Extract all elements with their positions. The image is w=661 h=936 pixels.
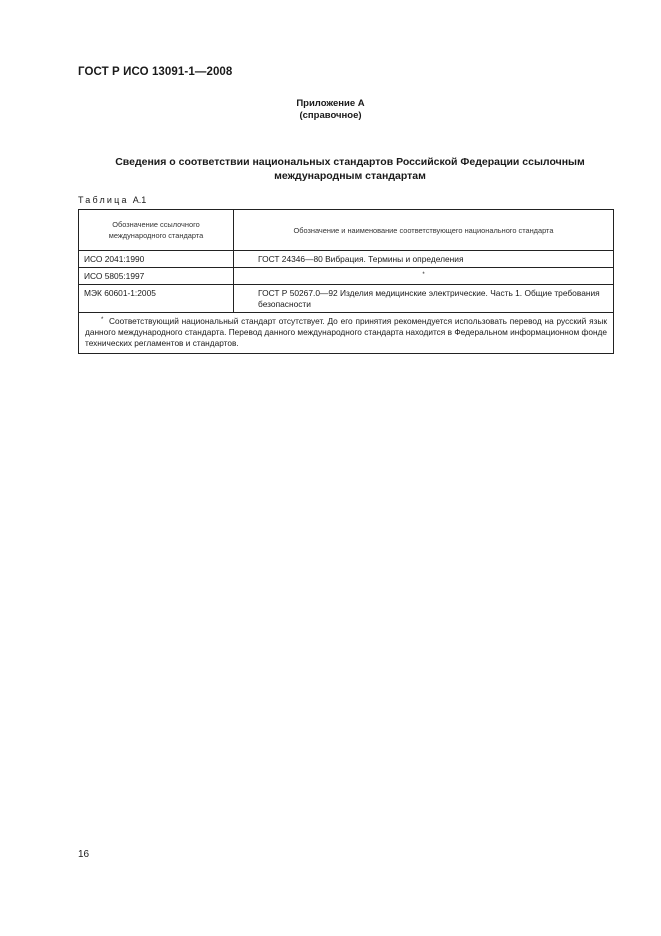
annex-heading	[0, 98, 661, 122]
table-header-row	[79, 210, 614, 251]
correspondence-table	[78, 209, 614, 354]
standard-designation: ГОСТ Р ИСО 13091-1—2008	[78, 66, 233, 78]
table-row	[79, 285, 614, 313]
table-footnote	[79, 313, 614, 354]
table-footnote-row	[79, 313, 614, 354]
footnote-marker: *	[422, 272, 425, 278]
annex-title: Сведения о соответствии национальных стандартов Российской Федерации ссылочным международным стандартам	[115, 156, 585, 182]
intl-standard-cell: ИСО 5805:1997	[79, 268, 234, 285]
national-standard-cell: ГОСТ 24346—80 Вибрация. Термины и определения	[234, 251, 614, 268]
footnote-marker: *	[101, 317, 104, 323]
national-standard-cell: ГОСТ Р 50267.0—92 Изделия медицинские электрические. Часть 1. Общие требования безопасности	[234, 285, 614, 313]
table-caption	[78, 195, 146, 205]
footnote-text: Соответствующий национальный стандарт отсутствует. До его принятия рекомендуется использовать перевод на русский язык данного международного стандарта. Перевод данного международного стандарта находится в Федеральном информационном фонде технических регламентов и стандартов.	[85, 316, 607, 348]
table-row	[79, 251, 614, 268]
page-number: 16	[78, 849, 90, 860]
annex-type: (справочное)	[299, 110, 362, 121]
table-caption-number: А.1	[132, 195, 147, 205]
table-row	[79, 268, 614, 285]
column-header-international: Обозначение ссылочного международного стандарта	[79, 210, 234, 251]
national-standard-cell	[234, 268, 614, 285]
intl-standard-cell: ИСО 2041:1990	[79, 251, 234, 268]
annex-label: Приложение А	[296, 98, 365, 109]
column-header-national: Обозначение и наименование соответствующего национального стандарта	[234, 210, 614, 251]
intl-standard-cell: МЭК 60601-1:2005	[79, 285, 234, 313]
table-caption-label: Таблица	[78, 195, 129, 205]
